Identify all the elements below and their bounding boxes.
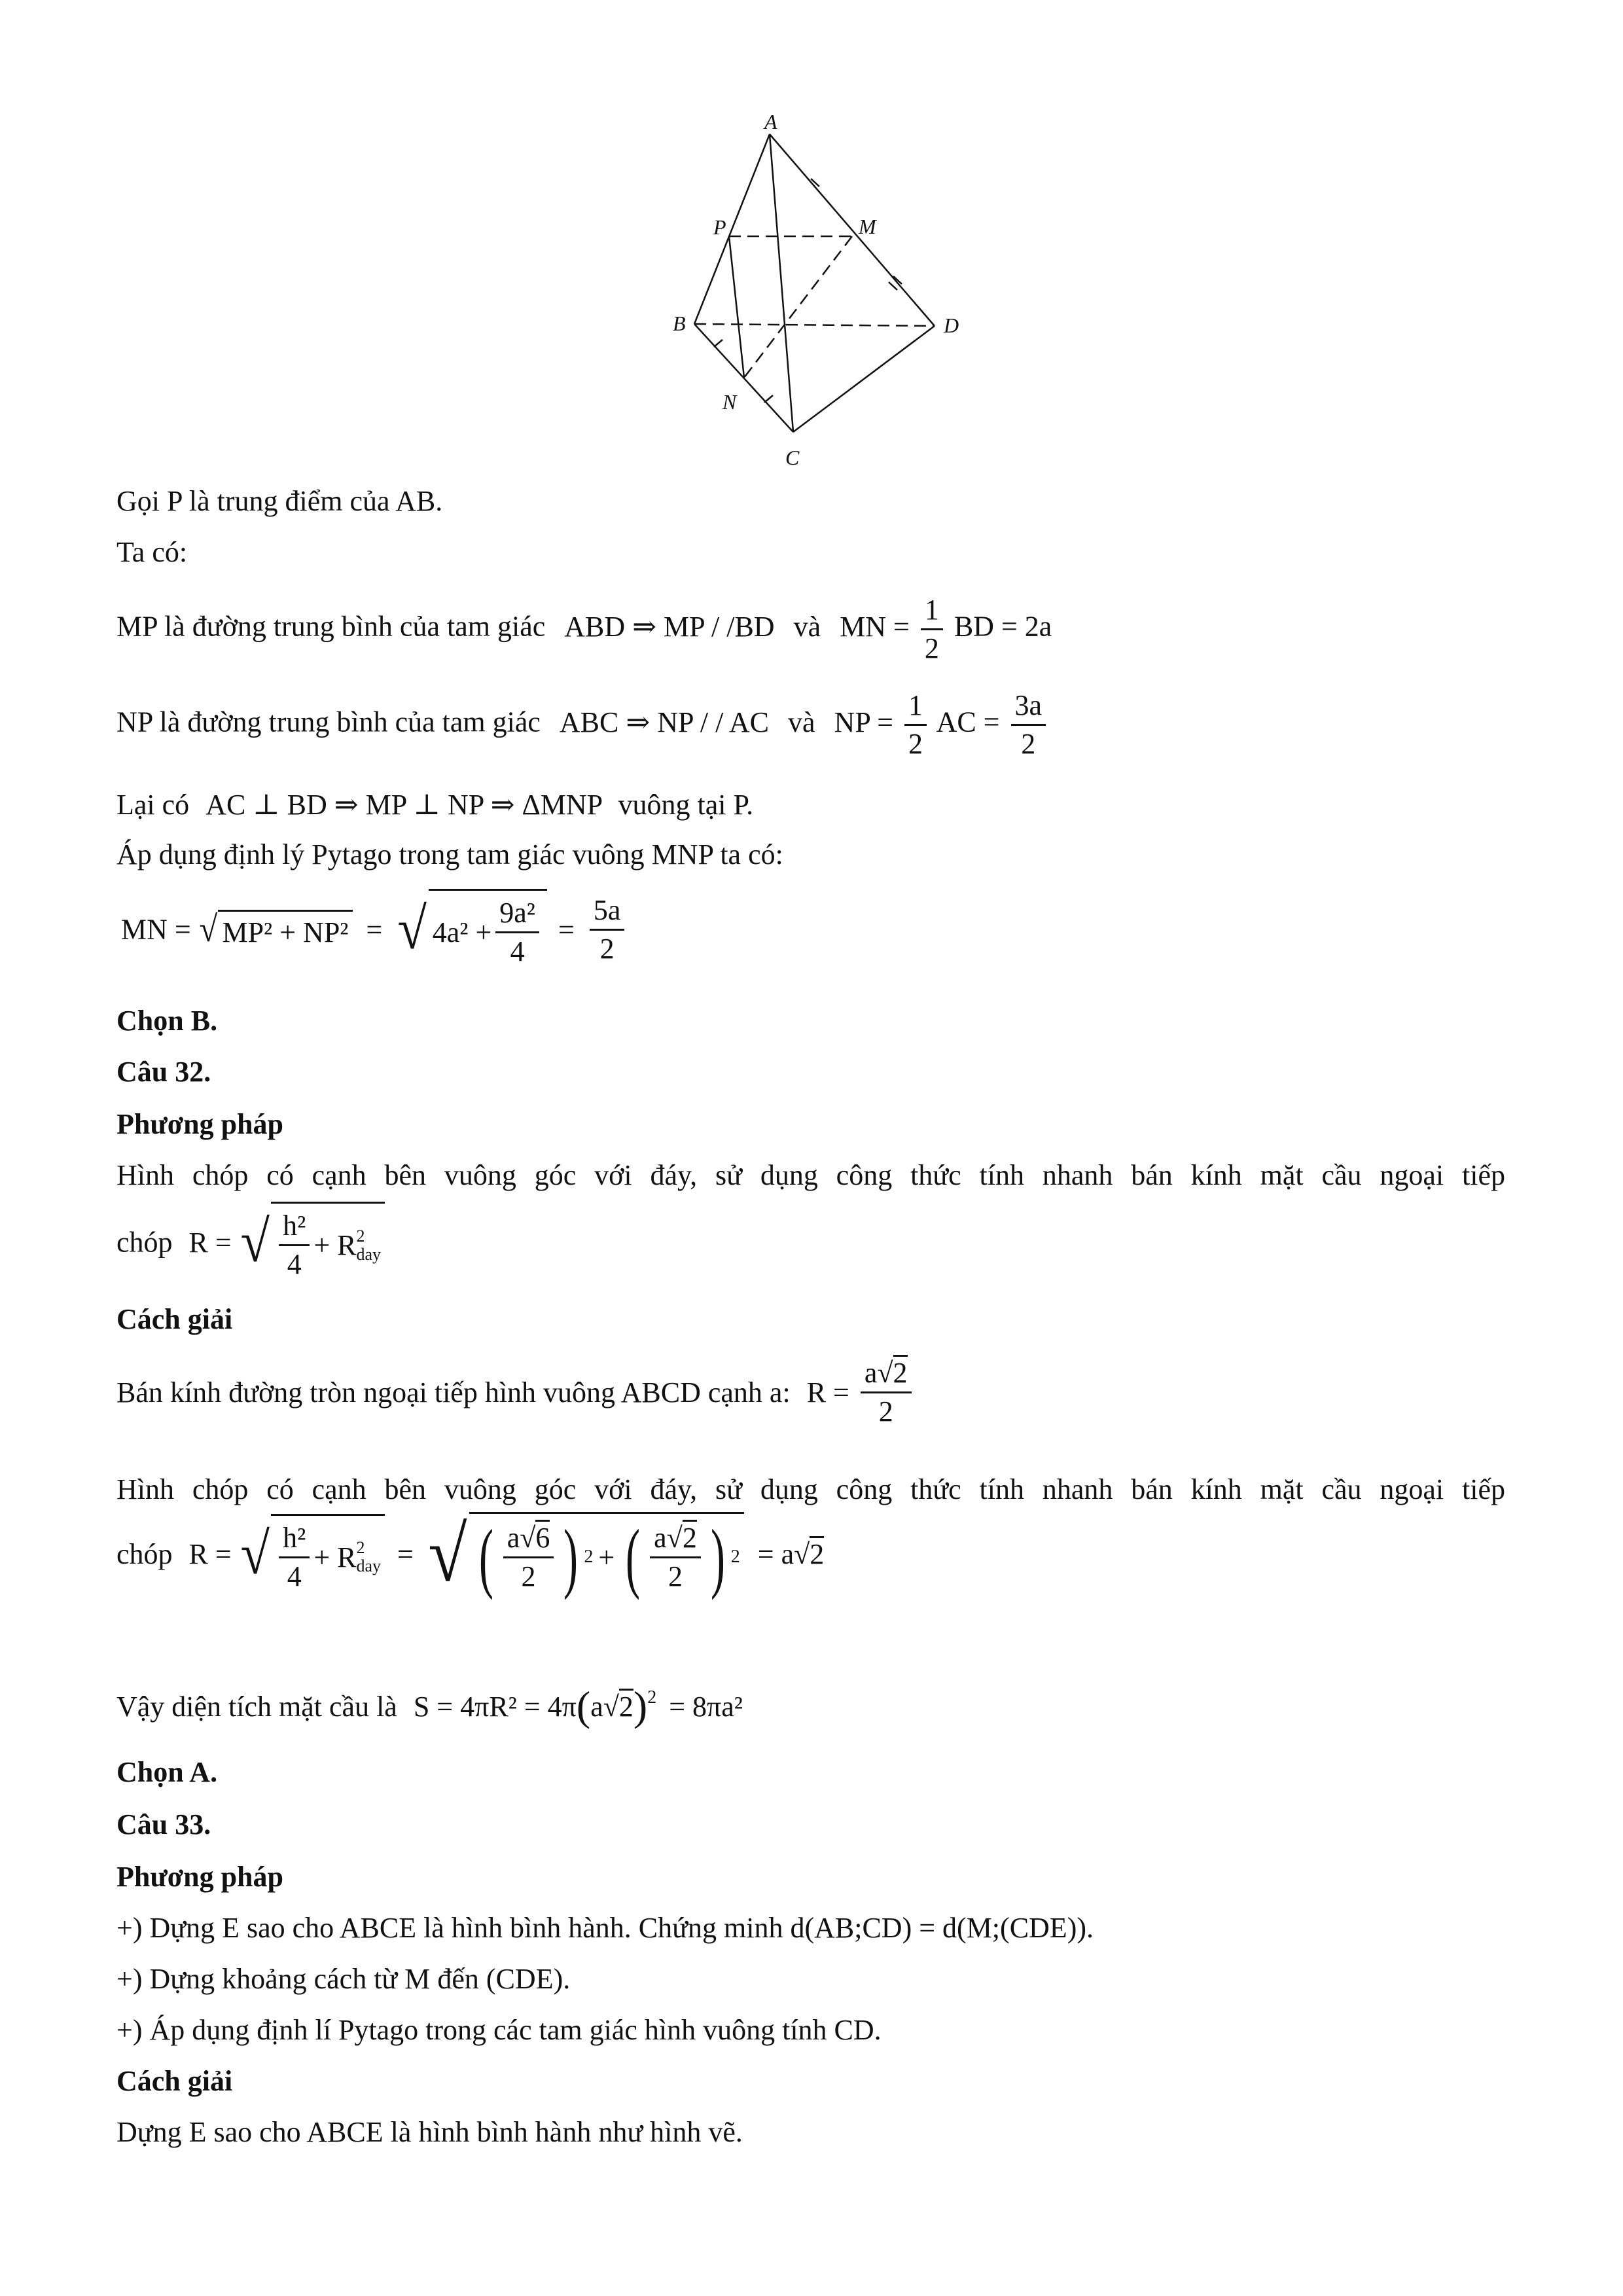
choose-b: Chọn B. [116,1005,218,1037]
perp-line: Lại có AC ⊥ BD ⇒ MP ⊥ NP ⇒ ΔMNP vuông tại P. [116,789,754,821]
mp-math-b-lhs: MN = [840,610,910,643]
mp-text: MP là đường trung bình của tam giác [116,610,546,643]
np-fraction-3a: $\frac{3a}{2}$ [1011,687,1046,762]
ta-co-line: Ta có: [116,536,188,568]
area-line: Vậy diện tích mặt cầu là $S = 4\pi R^2 = 4\pi(a√2)^2 = 8\pi a^2$ [116,1683,743,1729]
q32-text2: Hình chóp có cạnh bên vuông góc với đáy, sử dụng công thức tính nhanh bán kính mặt cầu ngoại tiếp [116,1473,1505,1505]
np-text: NP là đường trung bình của tam giác [116,706,541,738]
np-math-b-lhs: NP = [834,706,893,738]
label-C: C [785,446,800,469]
label-D: D [944,314,959,337]
q32-text1: Hình chóp có cạnh bên vuông góc với đáy, sử dụng công thức tính nhanh bán kính mặt cầu ngoại tiếp [116,1159,1505,1191]
q33-title: Câu 33. [116,1808,211,1840]
mn-formula: MN = √ MP² + NP² = √ 4a² + $\frac{\text{9a²}}{4}$ = $\frac{5a}{2}$ [121,889,628,970]
mp-line [116,592,1052,667]
radius-formula-2: chóp R = √ $\frac{\text{h²}}{4}$ + R 2 day = √ ( $\frac{a√6}{2}$ ) 2 + ( $\frac{a√2}{2}$ ) 2 = a√2 [116,1510,825,1600]
label-P: P [713,215,726,239]
label-A: A [764,115,777,134]
q33-method: Phương pháp [116,1861,283,1893]
q33-step3: +) Áp dụng định lí Pytago trong các tam giác hình vuông tính CD. [116,2014,882,2046]
q32-solution: Cách giải [116,1303,233,1335]
pytago-line: Áp dụng định lý Pytago trong tam giác vuông MNP ta có: [116,838,783,870]
q33-step2: +) Dựng khoảng cách từ M đến (CDE). [116,1963,571,1995]
q32-method: Phương pháp [116,1108,283,1140]
radius-formula-1: chóp R = √ $\frac{\text{h²}}{4}$ + R 2 day [116,1202,385,1283]
q33-step1: +) Dựng E sao cho ABCE là hình bình hành. Chứng minh d(AB;CD) = d(M;(CDE)). [116,1912,1094,1944]
choose-a: Chọn A. [116,1756,218,1788]
q32-title: Câu 32. [116,1056,211,1088]
mp-math-a: ABD ⇒ MP / /BD [564,610,775,643]
label-N: N [722,390,737,414]
intro-line: Gọi P là trung điểm của AB. [116,485,443,517]
np-fraction-half: $\frac{1}{2}$ [904,687,927,762]
five-a-half: $\frac{5a}{2}$ [590,892,625,967]
np-and: và [788,706,815,738]
tetrahedron-figure [654,115,995,478]
mp-fraction: $\frac{1}{2}$ [921,592,943,667]
circle-radius-line: Bán kính đường tròn ngoại tiếp hình vuông ABCD cạnh a: R = $\frac{a√2}{2}$ [116,1355,916,1430]
mp-and: và [793,610,821,643]
np-line [116,687,1050,762]
label-B: B [673,312,686,335]
sqrt-mp-np: √ MP² + NP² [198,910,353,949]
q33-solution: Cách giải [116,2065,233,2097]
np-math-a: ABC ⇒ NP / / AC [559,706,770,738]
mp-math-b-rhs: BD = 2a [954,610,1052,643]
label-M: M [859,215,876,238]
sqrt-4a2: √ 4a² + $\frac{\text{9a²}}{4}$ [396,889,547,970]
q33-last: Dựng E sao cho ABCE là hình bình hành như hình vẽ. [116,2116,743,2148]
np-math-b-mid: AC = [936,706,1000,738]
